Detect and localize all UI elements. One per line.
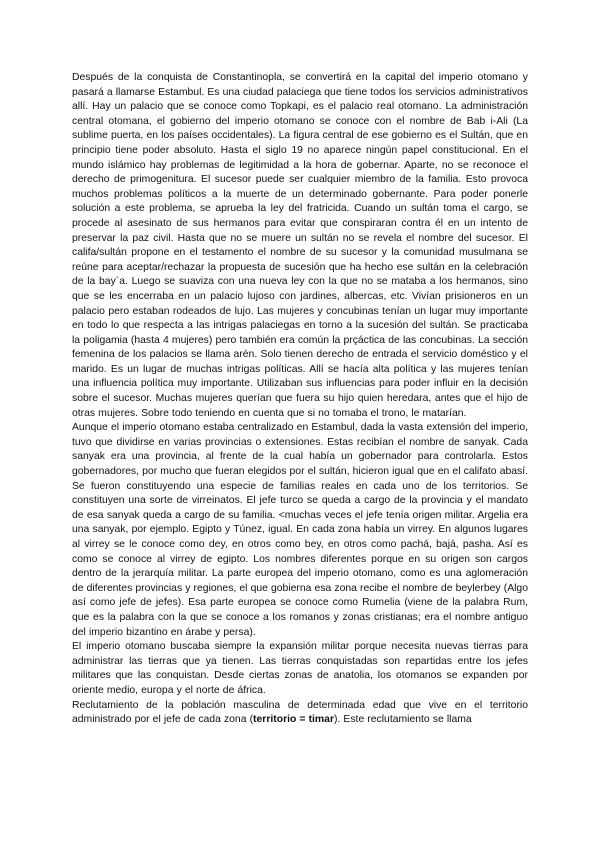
paragraph-military-expansion: El imperio otomano buscaba siempre la expansión militar porque necesita nuevas tierras para administrar las tierras que ya tienen. Las tierras conquistadas son repartidas entre los jefes militares que las conquistan. Desde ciertas zonas de anatolia, los otomanos se expanden por oriente medio, europa y el norte de áfrica. xyxy=(72,641,528,696)
paragraph-recruitment xyxy=(72,699,528,728)
recruitment-text-start: Reclutamiento de la población masculina de determinada edad que vive en el territorio administrado por el jefe de cada zona ( xyxy=(72,699,528,726)
timar-term: territorio = timar xyxy=(253,714,334,726)
recruitment-text-end: ). Este reclutamiento se llama xyxy=(334,714,472,726)
paragraph-ottoman-administration: Después de la conquista de Constantinopla, se convertirá en la capital del imperio otomano y pasará a llamarse Estambul. Es una ciudad palaciega que tiene todos los servicios administrativos allí. Hay un palacio que se conoce como Topkapi, es el palacio real otomano. La administración central otomana, el gobierno del imperio otomano se conoce con el nombre de Bab i-Ali (La sublime puerta, en los países occidentales). La figura central de ese gobierno es el Sultán, que en principio tiene poder absoluto. Hasta el siglo 19 no aparece ningún papel constitucional. En el mundo islámico hay problemas de legitimidad a la hora de gobernar. Aparte, no se reconoce el derecho de primogenitura. El sucesor puede ser cualquier miembro de la familia. Esto provoca muchos problemas políticos a la muerte de un determinado gobernante. Para poder ponerle solución a este problema, se aprueba la ley del fratricida. Cuando un sultán toma el cargo, se procede al asesinato de sus hermanos para evitar que conspiraran contra él en un intento de preservar la paz civil. Hasta que no se muere un sultán no se revela el nombre del sucesor. El califa/sultán propone en el testamento el nombre de su sucesor y la comunidad musulmana se reúne para aceptar/rechazar la propuesta de sucesión que ha hecho ese sultán en la celebración de la bay`a. Luego se suaviza con una nueva ley con la que no se mataba a los hermanos, sino que se les encerraba en un palacio lujoso con jardines, albercas, etc. Vivían prisioneros en un palacio pero estaban rodeados de lujo. Las mujeres y concubinas tenían un lugar muy importante en todo lo que respecta a las intrigas palaciegas en torno a la sucesión del sultán. Se practicaba la poligamia (hasta 4 mujeres) pero también era común la prçáctica de las concubinas. La sección femenina de los palacios se llama arén. Solo tienen derecho de entrada el servicio doméstico y el marido. Es un lugar de muchas intrigas políticas. Allí se hacía alta política y las mujeres tenían una influencia política muy importante. Utilizaban sus influencias para poder influir en la decisión sobre el sucesor. Muchas mujeres querían que fuera su hijo quien heredara, antes que el hijo de otras mujeres. Sobre todo teniendo en cuenta que si no tomaba el trono, le matarían. xyxy=(72,72,528,419)
paragraph-sanyak-provinces: Aunque el imperio otomano estaba centralizado en Estambul, dada la vasta extensión del imperio, tuvo que dividirse en varias provincias o extensiones. Estas recibían el nombre de sanyak. Cada sanyak era una provincia, al frente de la cual había un gobernador para controlarla. Estos gobernadores, por mucho que fueran elegidos por el sultán, hicieron igual que en el califato abasí. Se fueron constituyendo una especie de familias reales en cada uno de los territorios. Se constituyen una sorte de virreinatos. El jefe turco se queda a cargo de la provincia y el mandato de esa sanyak queda a cargo de su familia. <muchas veces el jefe tenía origen militar. Argelia era una sanyak, por ejemplo. Egipto y Túnez, igual. En cada zona había un virrey. En algunos lugares al virrey se le conoce como dey, en otros como bey, en otros como pachá, bajá, pasha. Así es como se conoce al virrey de egipto. Los nombres diferentes porque en su origen son cargos dentro de la jerarquía militar. La parte europea del imperio otomano, como es una aglomeración de diferentes provincias y regiones, el que gobierna esa zona recibe el nombre de beylerbey (Algo así como jefe de jefes). Esa parte europea se conoce como Rumelia (viene de la palabra Rum, que es la palabra con la que se conoce a los romanos y zonas cristianas; era el nombre antiguo del imperio bizantino en árabe y persa). xyxy=(72,422,528,638)
